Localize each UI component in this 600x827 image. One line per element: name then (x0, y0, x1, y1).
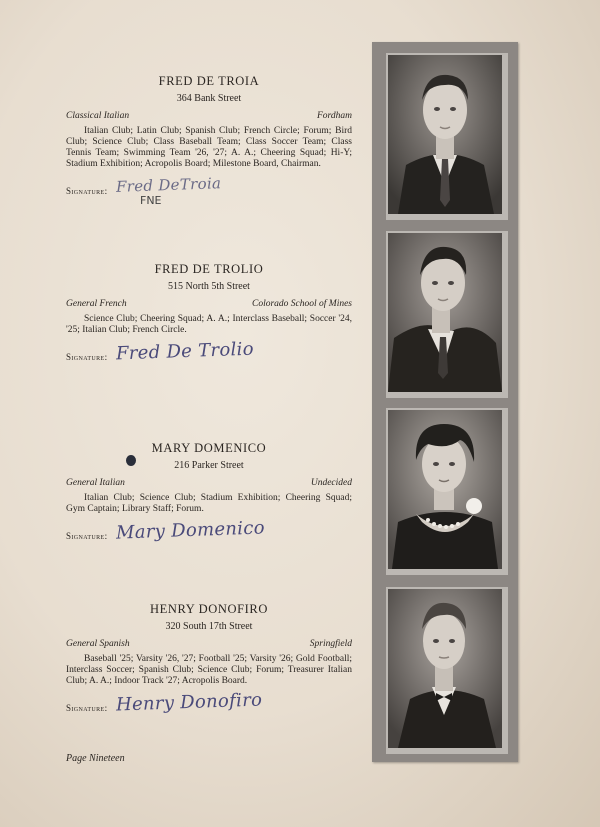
handwritten-signature: Henry Donofiro (115, 689, 263, 716)
portrait-photo-2 (388, 233, 502, 396)
course-row (66, 478, 352, 489)
student-name: MARY DOMENICO (151, 441, 267, 455)
student-address: 515 North 5th Street (168, 281, 250, 292)
portrait-photo-1 (388, 55, 502, 218)
student-entry-2 (66, 264, 352, 363)
signature-label: Signature: (66, 531, 108, 541)
college-destination: Fordham (316, 111, 352, 121)
signature-row (66, 338, 352, 365)
college-destination: Colorado School of Mines (251, 299, 352, 309)
student-name: FRED DE TROLIO (154, 262, 264, 276)
handwritten-signature: Mary Domenico (115, 517, 265, 544)
course-row (66, 299, 352, 310)
ink-spot (126, 455, 136, 466)
portrait-frame-2 (386, 231, 508, 398)
portrait-frame-3 (386, 408, 508, 575)
portrait-photo-3 (388, 410, 502, 573)
portrait-strip (372, 42, 518, 762)
activities-text: Italian Club; Latin Club; Spanish Club; French Circle; Forum; Bird Club; Science Club; Class Baseball Team; Class Soccer Team; Class Tennis Team; Swimming Team '26, '27; A. A.; Cheering Squad; Hi-Y; Stadium Exhibition; Acropolis Board; Milestone Board, Chairman. (66, 126, 352, 169)
course-of-study: Classical Italian (66, 111, 130, 121)
activities-text: Italian Club; Science Club; Stadium Exhibition; Cheering Squad; Gym Captain; Library Staff; Forum. (66, 493, 352, 514)
course-of-study: General Spanish (66, 639, 130, 649)
student-address: 364 Bank Street (176, 93, 242, 104)
portrait-photo-4 (388, 589, 502, 752)
student-address: 320 South 17th Street (165, 621, 253, 632)
student-entry-1 (66, 74, 352, 207)
handwritten-signature: Fred De Trolio (115, 338, 254, 365)
portrait-frame-4 (386, 587, 508, 754)
college-destination: Springfield (309, 639, 352, 649)
signature-label: Signature: (66, 703, 108, 713)
signature-annotation: FNE (140, 194, 162, 207)
student-entry-4 (66, 604, 352, 714)
portrait-frame-1 (386, 53, 508, 220)
handwritten-signature: Fred DeTroia (115, 174, 222, 196)
activities-text: Baseball '25; Varsity '26, '27; Football '25; Varsity '26; Gold Football; Interclass Soccer; Spanish Club; Science Club; Forum; Treasurer Italian Club; A. A.; Indoor Track '27; Acropolis Board. (66, 654, 352, 686)
college-destination: Undecided (310, 478, 352, 488)
student-entry-3 (66, 443, 352, 542)
course-row (66, 639, 352, 650)
student-name: HENRY DONOFIRO (149, 602, 268, 616)
signature-row (66, 517, 352, 544)
student-address: 216 Parker Street (174, 460, 244, 471)
signature-row (66, 174, 352, 207)
course-row (66, 111, 352, 122)
activities-text: Science Club; Cheering Squad; A. A.; Interclass Baseball; Soccer '24, '25; Italian Club; French Circle. (66, 314, 352, 335)
signature-label: Signature: (66, 186, 108, 196)
signature-row (66, 689, 352, 716)
page-number: Page Nineteen (66, 753, 125, 764)
course-of-study: General Italian (66, 478, 125, 488)
signature-label: Signature: (66, 352, 108, 362)
course-of-study: General French (66, 299, 127, 309)
student-name: FRED DE TROIA (158, 74, 260, 88)
